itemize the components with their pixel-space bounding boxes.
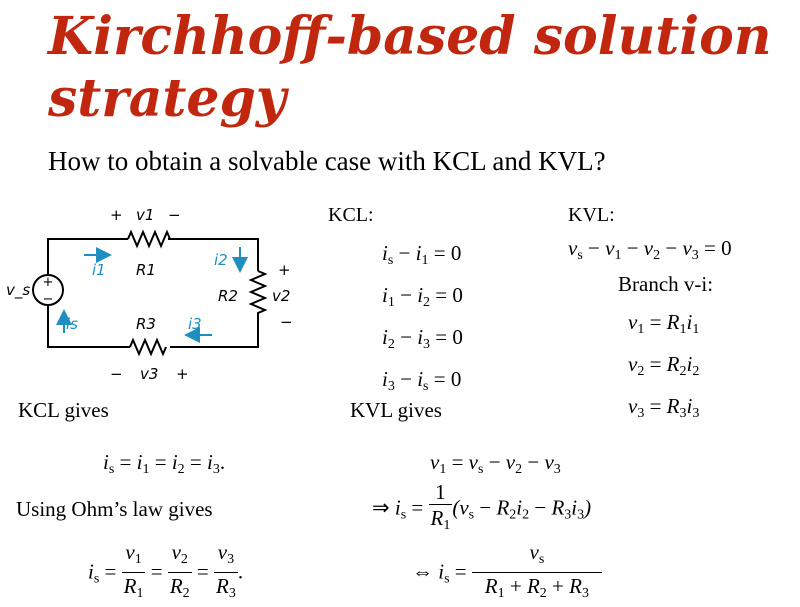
i2-label: i2 [214,251,228,269]
kvl-heading: KVL: [568,204,615,226]
source-minus: − [42,292,54,307]
kcl-heading: KCL: [328,204,374,226]
ohm-fractions-eq: $i_s$ = $\frac{v_1}{R_1}$ = $\frac{v_2}{R_2}$ = $\frac{v_3}{R_3}$ . [88,540,243,607]
fraction-v2-r2: $\frac{v_2}{R_2}$ [169,540,190,601]
resistor-r1 [128,232,170,246]
vs-label: v_s [6,281,31,299]
fraction-v3-r3: $\frac{v_3}{R_3}$ [215,540,236,601]
ohm-label: Using Ohm’s law gives [16,497,213,521]
kcl-eq-2: $i_1 - i_2 = 0$ [382,283,463,310]
circuit-diagram [0,195,320,395]
kcl-equations [382,236,463,404]
source-plus: + [42,275,54,290]
fraction-1-over-r1: $\frac{1}{R_1}$ [430,480,451,533]
kcl-eq-4: $i_3 - i_s = 0$ [382,367,462,394]
kvl-result: $v_1 = v_s - v_2 - v_3$ [430,450,561,477]
v2-label: v2 [272,287,291,305]
is-label: is [66,315,78,333]
kvl-gives-label: KVL gives [350,398,442,422]
i1-label: i1 [92,261,106,279]
fraction-vs-sum: $\frac{v_s}{R_1 + R_2 + R_3}$ [472,540,602,607]
slide-title: Kirchhoff-based solution strategy [48,6,772,129]
is-final-eq: ⇔ $i_s$ = $\frac{v_s}{R_1 + R_2 + R_3}$ [412,540,602,607]
v2-minus: − [280,313,293,331]
v3-plus: + [176,365,189,383]
v1-plus: + [110,206,123,224]
r3-label: R3 [136,315,156,333]
is-implication-eq: ⇒ $i_s$ = $\frac{1}{R_1}$ $(v_s - R_2i_2 - R_3i_3)$ [372,480,591,539]
kcl-eq-1: $i_s - i_1 = 0$ [382,241,462,268]
v2-plus: + [278,261,291,279]
branch-eq-1: $v_1 = R_1i_1$ [628,310,700,337]
v1-label: v1 [136,206,155,224]
resistor-r3 [130,340,166,354]
branch-eq-3: $v_3 = R_3i_3$ [628,394,700,421]
kcl-eq-3: $i_2 - i_3 = 0$ [382,325,463,352]
kcl-result: $i_s = i_1 = i_2 = i_3$. [103,450,226,477]
fraction-v1-r1: $\frac{v_1}{R_1}$ [123,540,144,601]
v1-minus: − [168,206,181,224]
kcl-gives-label: KCL gives [18,398,109,422]
kvl-equation: $v_s - v_1 - v_2 - v_3 = 0$ [568,236,732,263]
slide-subtitle: How to obtain a solvable case with KCL and KVL? [48,146,606,176]
resistor-r2 [251,271,265,319]
branch-vi-label: Branch v-i: [618,272,714,296]
v3-label: v3 [140,365,159,383]
r1-label: R1 [136,261,156,279]
v3-minus: − [110,365,123,383]
branch-equations [628,305,699,431]
branch-eq-2: $v_2 = R_2i_2$ [628,352,700,379]
r2-label: R2 [218,287,238,305]
i3-label: i3 [188,315,202,333]
